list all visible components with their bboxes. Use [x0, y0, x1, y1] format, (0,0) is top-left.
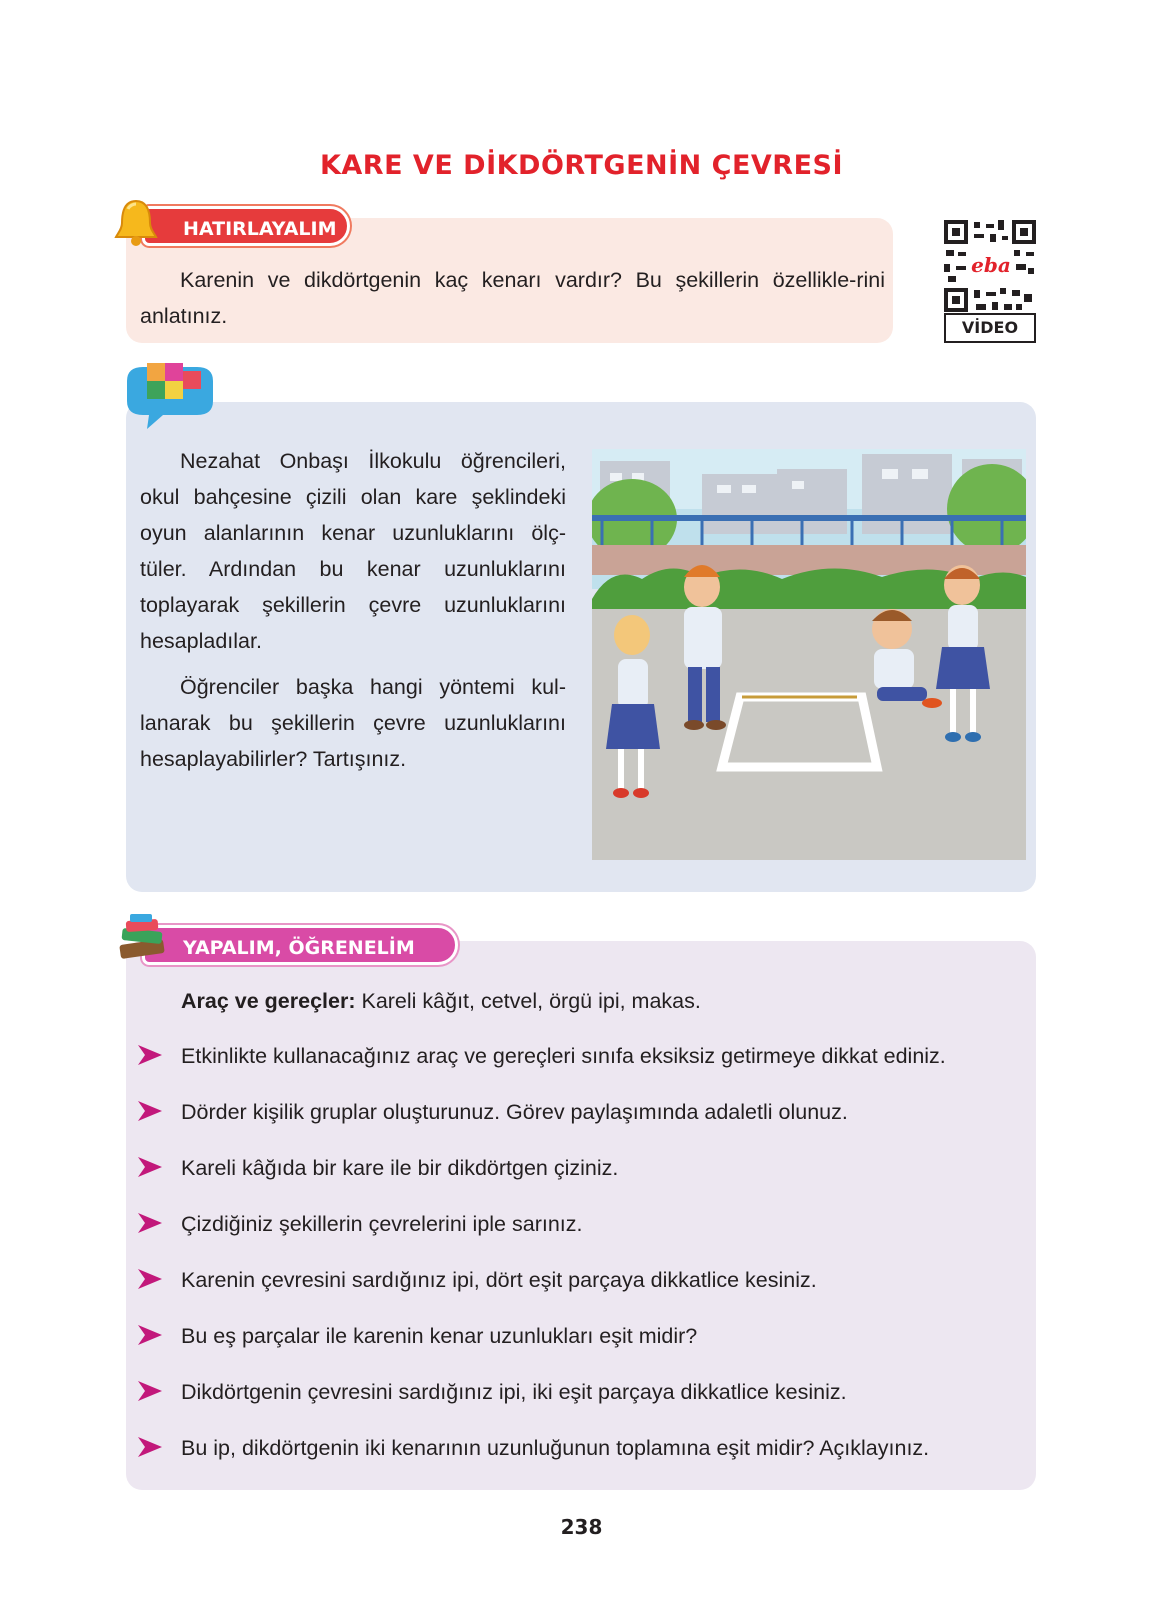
arrow-bullet-icon — [138, 1045, 162, 1065]
materials-line — [181, 986, 701, 1016]
problem-paragraph-2: Öğrenciler başka hangi yöntemi kul-lanarak bu şekillerin çevre uzunluklarını hesaplayabilirler? Tartışınız. — [140, 675, 566, 771]
arrow-bullet-icon — [138, 1269, 162, 1289]
remember-text: Karenin ve dikdörtgenin kaç kenarı vardır? Bu şekillerin özellikle-rini anlatınız. — [140, 268, 885, 328]
problem-text — [140, 443, 566, 787]
problem-paragraph-1: Nezahat Onbaşı İlkokulu öğrencileri, okul bahçesine çizili olan kare şeklindeki oyun alanlarının kenar uzunluklarını ölç-tüler. Ardından bu kenar uzunluklarını toplayarak şekillerin çevre uzunluklarını hesapladılar. — [140, 449, 566, 653]
activity-list — [138, 1041, 946, 1489]
arrow-bullet-icon — [138, 1213, 162, 1233]
page-number: 238 — [560, 1515, 603, 1539]
list-item: Çizdiğiniz şekillerin çevrelerini iple sarınız. — [138, 1209, 946, 1265]
list-item: Karenin çevresini sardığınız ipi, dört eşit parçaya dikkatlice kesiniz. — [138, 1265, 946, 1321]
schoolyard-illustration — [592, 449, 1026, 860]
remember-tag: HATIRLAYALIM — [142, 206, 350, 246]
arrow-bullet-icon — [138, 1101, 162, 1121]
materials-text: Kareli kâğıt, cetvel, örgü ipi, makas. — [355, 989, 701, 1013]
qr-code[interactable] — [944, 220, 1036, 312]
list-item: Bu eş parçalar ile karenin kenar uzunlukları eşit midir? — [138, 1321, 946, 1377]
bell-icon — [112, 197, 160, 249]
video-label[interactable]: VİDEO — [944, 313, 1036, 343]
books-icon — [114, 914, 168, 966]
arrow-bullet-icon — [138, 1325, 162, 1345]
problem-box — [126, 402, 1036, 892]
list-item: Dörder kişilik gruplar oluşturunuz. Görev paylaşımında adaletli olunuz. — [138, 1097, 946, 1153]
arrow-bullet-icon — [138, 1381, 162, 1401]
list-item: Etkinlikte kullanacağınız araç ve gereçleri sınıfa eksiksiz getirmeye dikkat ediniz. — [138, 1041, 946, 1097]
puzzle-bubble-icon — [117, 361, 217, 433]
qr-logo: eba — [971, 253, 1011, 277]
page-title: KARE VE DİKDÖRTGENİN ÇEVRESİ — [319, 150, 844, 181]
arrow-bullet-icon — [138, 1437, 162, 1457]
materials-label: Araç ve gereçler: — [181, 989, 356, 1013]
list-item: Kareli kâğıda bir kare ile bir dikdörtgen çiziniz. — [138, 1153, 946, 1209]
list-item: Dikdörtgenin çevresini sardığınız ipi, iki eşit parçaya dikkatlice kesiniz. — [138, 1377, 946, 1433]
activity-box — [126, 941, 1036, 1490]
list-item: Bu ip, dikdörtgenin iki kenarının uzunluğunun toplamına eşit midir? Açıklayınız. — [138, 1433, 946, 1489]
activity-tag: YAPALIM, ÖĞRENELİM — [142, 925, 458, 965]
arrow-bullet-icon — [138, 1157, 162, 1177]
